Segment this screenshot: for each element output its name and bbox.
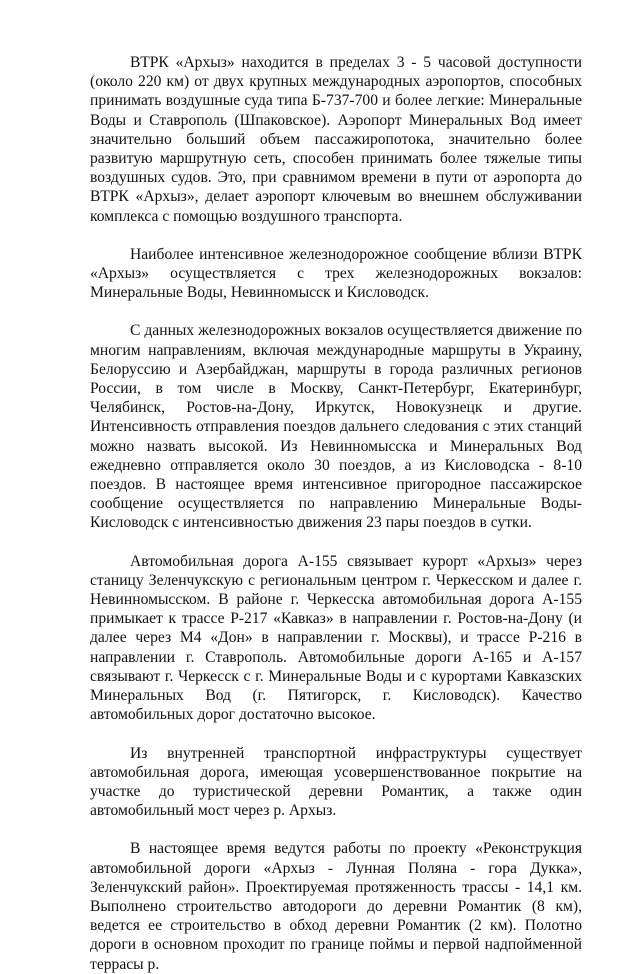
paragraph-reconstruction-project: В настоящее время ведутся работы по проекту «Реконструкция автомобильной дороги «Архыз - Лунная Поляна - гора Дукка», Зеленчукский район». Проектируемая протяженность трассы - 14,1 км. Выполнено строительство автодороги до деревни Романтик (8 км), ведется ее строительство в обход деревни Романтик (2 км). Полотно дороги в основном проходит по границе поймы и первой надпойменной террасы р. xyxy=(90,840,582,973)
paragraph-air-transport: ВТРК «Архыз» находится в пределах 3 - 5 часовой доступности (около 220 км) от двух крупных международных аэропортов, способных принимать воздушные суда типа Б-737-700 и более легкие: Минеральные Воды и Ставрополь (Шпаковское). Аэропорт Минеральных Вод имеет значительно больший объем пассажиропотока, значительно более развитую маршрутную сеть, способен принимать более тяжелые типы воздушных судов. Это, при сравнимом времени в пути от аэропорта до ВТРК «Архыз», делает аэропорт ключевым во внешнем обслуживании комплекса с помощью воздушного транспорта. xyxy=(90,54,582,225)
paragraph-internal-infrastructure: Из внутренней транспортной инфраструктуры существует автомобильная дорога, имеющая усовершенствованное покрытие на участке до туристической деревни Романтик, а также один автомобильный мост через р. Архыз. xyxy=(90,744,582,820)
paragraph-road-a155: Автомобильная дорога А-155 связывает курорт «Архыз» через станицу Зеленчукскую с региональным центром г. Черкесском и далее г. Невинномысском. В районе г. Черкесска автомобильная дорога А-155 примыкает к трассе Р-217 «Кавказ» в направлении г. Ростов-на-Дону (и далее через М4 «Дон» в направлении г. Москвы), и трассе Р-216 в направлении г. Ставрополь. Автомобильные дороги А-165 и А-157 связывают г. Черкесск с г. Минеральные Воды и с курортами Кавказских Минеральных Вод (г. Пятигорск, г. Кисловодск). Качество автомобильных дорог достаточно высокое. xyxy=(90,552,582,724)
paragraph-railway-stations: Наиболее интенсивное железнодорожное сообщение вблизи ВТРК «Архыз» осуществляется с трех железнодорожных вокзалов: Минеральные Воды, Невинномысск и Кисловодск. xyxy=(90,245,582,302)
paragraph-railway-routes: С данных железнодорожных вокзалов осуществляется движение по многим направлениям, включая международные маршруты в Украину, Белоруссию и Азербайджан, маршруты в города различных регионов России, в том числе в Москву, Санкт-Петербург, Екатеринбург, Челябинск, Ростов-на-Дону, Иркутск, Новокузнецк и другие. Интенсивность отправления поездов дальнего следования с этих станций можно назвать высокой. Из Невинномысска и Минеральных Вод ежедневно отправляется около 30 поездов, а из Кисловодска - 8-10 поездов. В настоящее время интенсивное пригородное пассажирское сообщение осуществляется по направлению Минеральные Воды-Кисловодск с интенсивностью движения 23 пары поездов в сутки. xyxy=(90,322,582,532)
document-body xyxy=(90,53,582,974)
